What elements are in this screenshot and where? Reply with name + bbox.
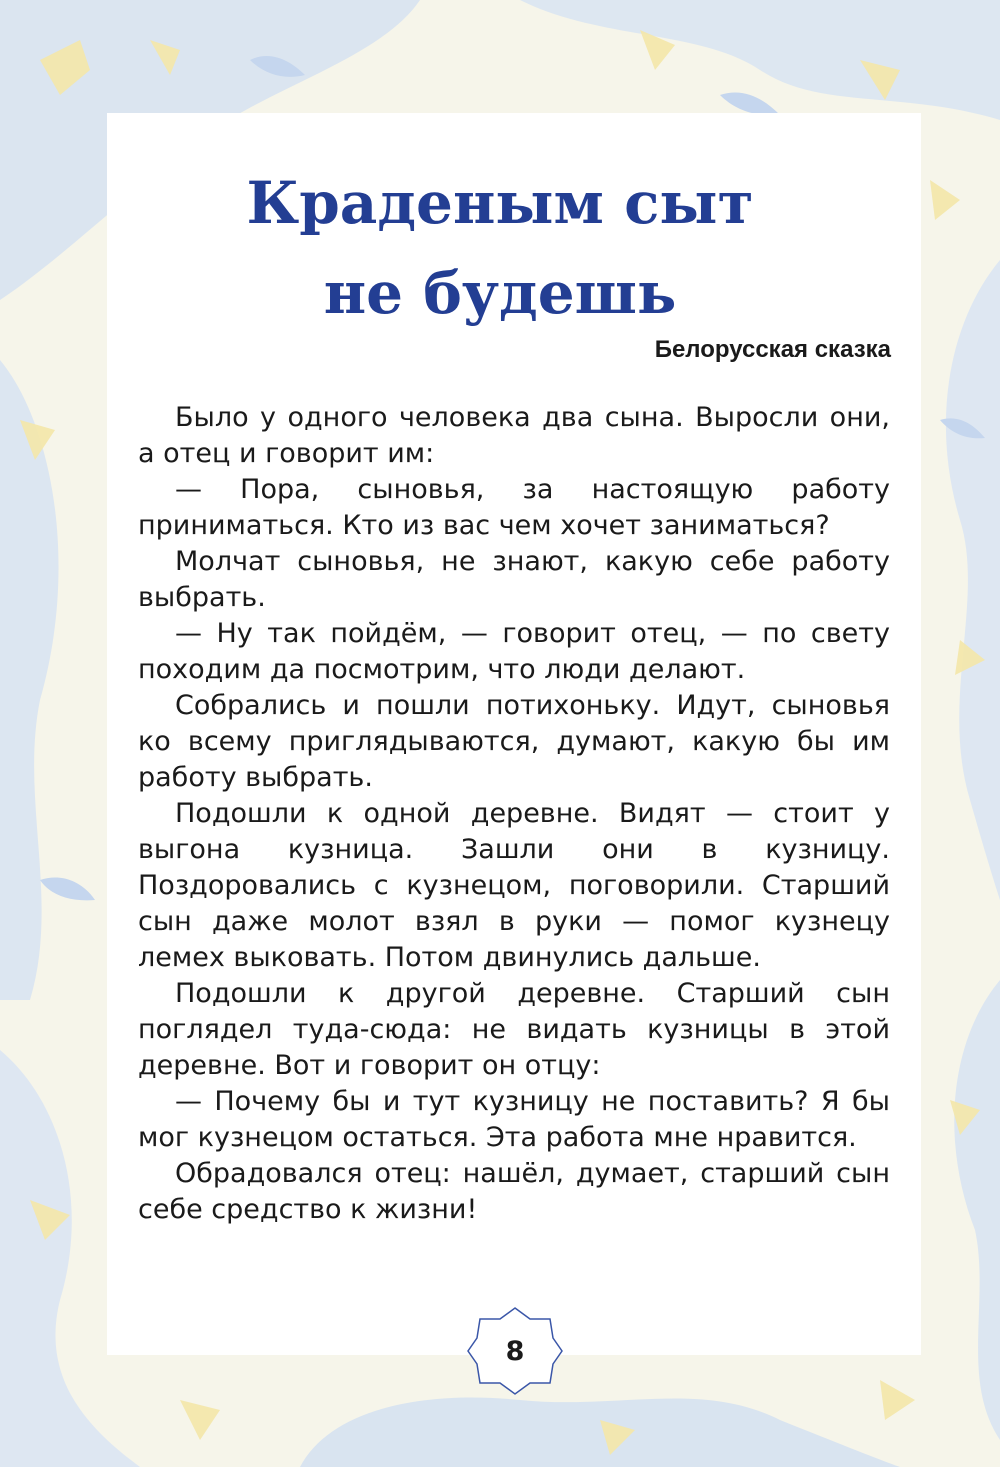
page-number: 8 xyxy=(505,1335,525,1367)
paragraph: Молчат сыновья, не знают, какую себе работу выбрать. xyxy=(138,546,890,613)
paragraph: Подошли к другой деревне. Старший сын поглядел туда-сюда: не видать кузницы в этой деревне. Вот и говорит он отцу: xyxy=(138,978,890,1081)
paragraph: Собрались и пошли потихоньку. Идут, сыновья ко всему приглядываются, думают, какую бы им работу выбрать. xyxy=(138,690,890,793)
title-line-2: не будешь xyxy=(323,259,677,327)
page-number-badge xyxy=(466,1306,564,1396)
paragraph: Было у одного человека два сына. Выросли они, а отец и говорит им: xyxy=(138,402,890,469)
story-subtitle: Белорусская сказка xyxy=(654,336,891,363)
paragraph: — Ну так пойдём, — говорит отец, — по свету походим да посмотрим, что люди делают. xyxy=(138,618,890,685)
paragraph: Обрадовался отец: нашёл, думает, старший сын себе средство к жизни! xyxy=(138,1158,890,1225)
title-line-1: Краденым сыт xyxy=(246,169,754,237)
story-body xyxy=(138,400,890,1228)
paragraph: — Почему бы и тут кузницу не поставить? Я бы мог кузнецом остаться. Эта работа мне нравится. xyxy=(138,1086,890,1153)
story-title xyxy=(0,158,1000,338)
paragraph: — Пора, сыновья, за настоящую работу приниматься. Кто из вас чем хочет заниматься? xyxy=(138,474,890,541)
paragraph: Подошли к одной деревне. Видят — стоит у выгона кузница. Зашли они в кузницу. Поздоровались с кузнецом, поговорили. Старший сын даже молот взял в руки — помог кузнецу лемех выковать. Потом двинулись дальше. xyxy=(138,798,890,973)
